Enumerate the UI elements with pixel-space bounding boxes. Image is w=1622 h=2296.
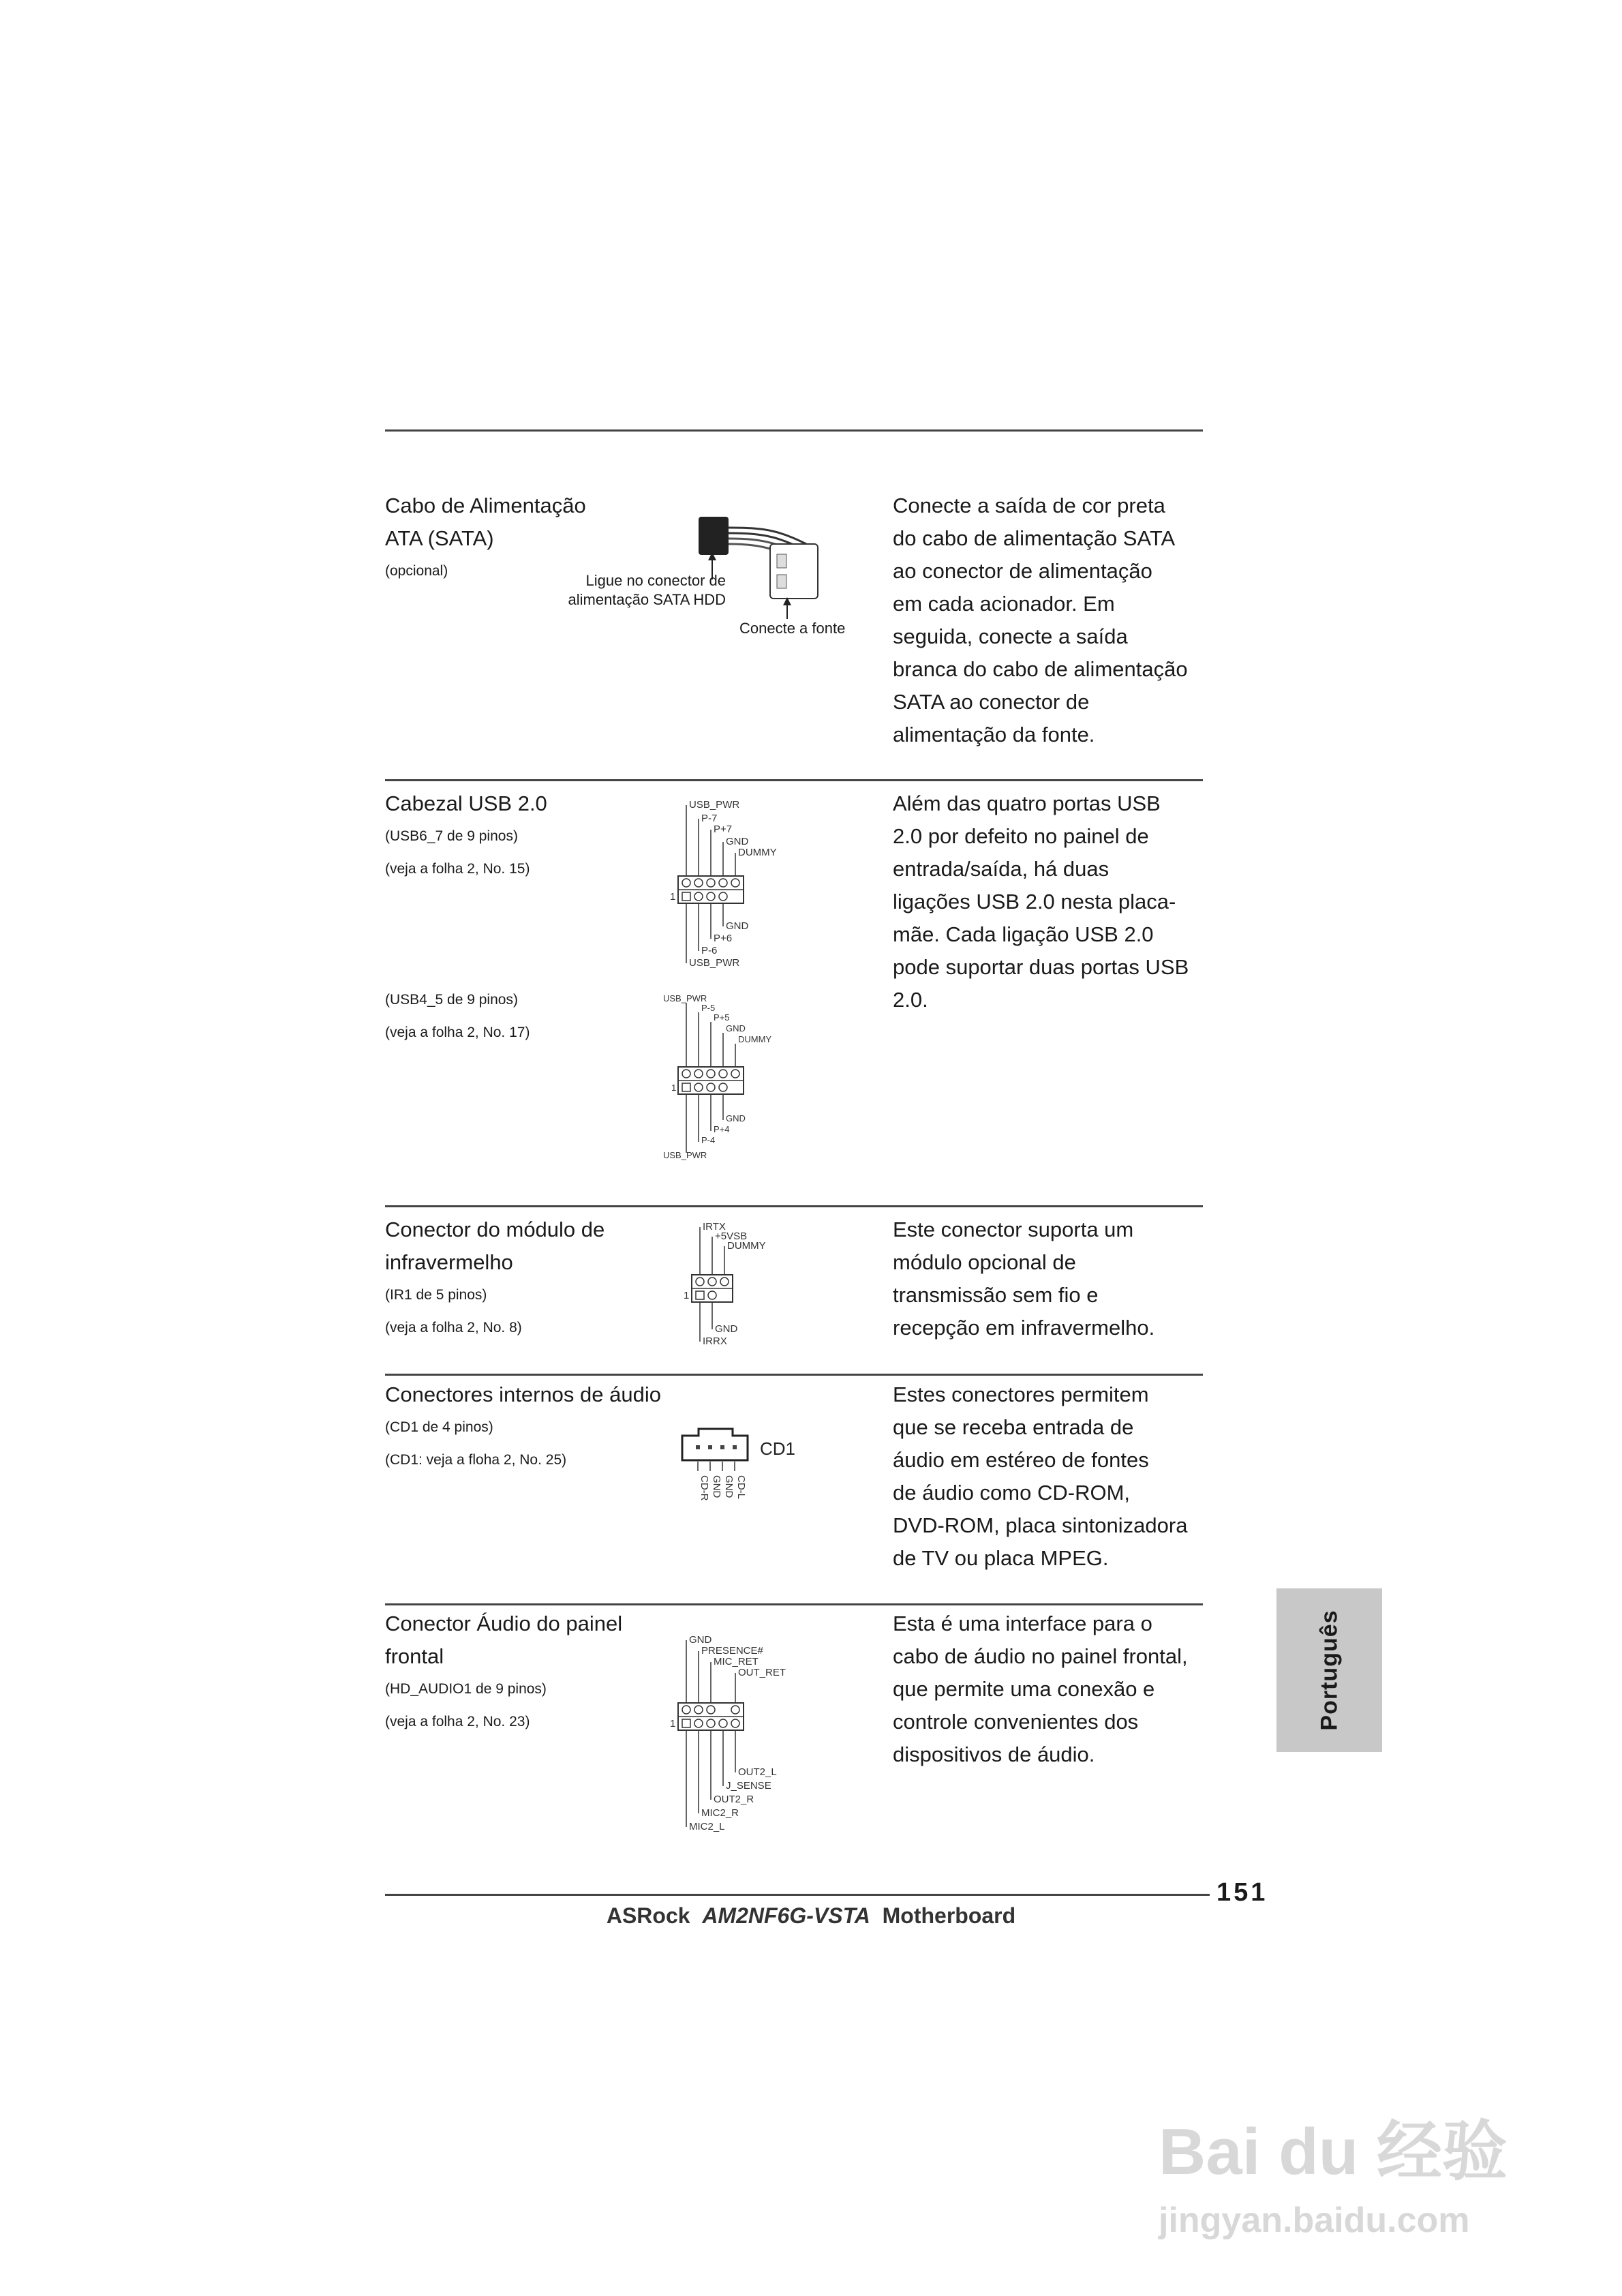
section-title: Cabo de Alimentação <box>385 494 586 517</box>
section-subtitle: (USB6_7 de 9 pinos) <box>385 828 518 844</box>
section-description: Este conector suporta um módulo opcional de transmissão sem fio e recepção em infravermelho. <box>893 1218 1155 1340</box>
section-usb-header <box>385 787 1203 1196</box>
section-divider <box>385 1374 1203 1376</box>
svg-text:CD-L: CD-L <box>735 1475 747 1500</box>
section-internal-audio <box>385 1378 1203 1590</box>
front-audio-header-diagram <box>658 1635 835 1832</box>
section-subtitle: (CD1: veja a floha 2, No. 25) <box>385 1452 567 1468</box>
top-rule <box>385 429 1203 432</box>
svg-text:MIC2_R: MIC2_R <box>701 1807 739 1819</box>
section-sata-power <box>385 489 1203 762</box>
watermark: Bai du 经验 jingyan.baidu.com <box>1159 2115 1508 2240</box>
svg-text:1: 1 <box>671 1083 677 1093</box>
section-subtitle: (CD1 de 4 pinos) <box>385 1419 493 1435</box>
connector-name: CD1 <box>760 1438 796 1459</box>
svg-text:OUT_RET: OUT_RET <box>738 1667 786 1678</box>
svg-text:DUMMY: DUMMY <box>738 1034 772 1044</box>
section-subtitle: (HD_AUDIO1 de 9 pinos) <box>385 1681 547 1697</box>
section-title: ATA (SATA) <box>385 526 494 550</box>
section-subtitle: (opcional) <box>385 563 448 579</box>
svg-text:P+7: P+7 <box>714 824 733 835</box>
svg-text:USB_PWR: USB_PWR <box>689 957 740 969</box>
section-subtitle: (veja a folha 2, No. 8) <box>385 1320 522 1335</box>
svg-text:GND: GND <box>726 836 749 847</box>
usb-header-diagram <box>658 992 821 1162</box>
svg-text:P-7: P-7 <box>701 813 718 824</box>
svg-text:GND: GND <box>726 920 749 932</box>
footer-title: ASRock AM2NF6G-VSTA Motherboard <box>606 1903 1016 1928</box>
svg-text:OUT2_L: OUT2_L <box>738 1766 777 1778</box>
figure-caption: Ligue no conector de alimentação SATA HDD <box>568 572 726 608</box>
section-description: Além das quatro portas USB 2.0 por defeito no painel de entrada/saída, há duas ligações USB 2.0 nesta placa- mãe. Cada ligação USB 2.0 pode suportar duas portas USB 2.0. <box>893 791 1189 1012</box>
section-description: Esta é uma interface para o cabo de áudio no painel frontal, que permite uma conexão e controle convenientes dos dispositivos de áudio. <box>893 1612 1188 1766</box>
svg-text:USB_PWR: USB_PWR <box>663 993 707 1003</box>
section-infrared <box>385 1213 1203 1363</box>
svg-text:P-4: P-4 <box>701 1135 716 1145</box>
svg-text:CD-R: CD-R <box>699 1475 710 1501</box>
svg-text:+5VSB: +5VSB <box>715 1230 748 1242</box>
section-description: Conecte a saída de cor preta do cabo de alimentação SATA ao conector de alimentação em cada acionador. Em seguida, conecte a saída branca do cabo de alimentação SATA ao conector de alimentação da fonte. <box>893 494 1188 746</box>
section-title: Cabezal USB 2.0 <box>385 791 547 815</box>
section-subtitle: (veja a folha 2, No. 17) <box>385 1025 530 1040</box>
svg-text:J_SENSE: J_SENSE <box>726 1780 771 1792</box>
svg-text:P+6: P+6 <box>714 933 733 944</box>
svg-text:1: 1 <box>670 891 676 903</box>
svg-text:GND: GND <box>715 1323 738 1335</box>
section-title: frontal <box>385 1644 444 1668</box>
svg-text:IRTX: IRTX <box>703 1221 726 1233</box>
section-title: Conectores internos de áudio <box>385 1383 661 1406</box>
section-description: Estes conectores permitem que se receba entrada de áudio em estéreo de fontes de áudio como CD-ROM, DVD-ROM, placa sintonizadora de TV ou placa MPEG. <box>893 1383 1188 1570</box>
section-divider <box>385 1205 1203 1207</box>
infrared-header-diagram <box>671 1220 808 1350</box>
molex-plug-icon <box>770 544 818 599</box>
svg-text:MIC2_L: MIC2_L <box>689 1821 725 1832</box>
section-front-audio <box>385 1607 1203 1839</box>
section-title: infravermelho <box>385 1250 513 1274</box>
section-title: Conector do módulo de <box>385 1218 605 1241</box>
usb-header-diagram <box>658 794 821 971</box>
svg-text:OUT2_R: OUT2_R <box>714 1794 754 1805</box>
section-subtitle: (veja a folha 2, No. 23) <box>385 1714 530 1729</box>
section-title: Conector Áudio do painel <box>385 1612 623 1635</box>
svg-text:MIC_RET: MIC_RET <box>714 1656 759 1667</box>
svg-text:GND: GND <box>723 1475 735 1498</box>
svg-text:PRESENCE#: PRESENCE# <box>701 1645 763 1657</box>
svg-text:P-6: P-6 <box>701 945 718 956</box>
svg-text:USB_PWR: USB_PWR <box>663 1150 707 1160</box>
sata-plug-icon <box>699 517 729 555</box>
footer-rule <box>385 1894 1210 1896</box>
figure-caption: Conecte a fonte <box>739 620 846 637</box>
svg-text:USB_PWR: USB_PWR <box>689 799 740 811</box>
svg-text:P-5: P-5 <box>701 1003 716 1013</box>
svg-text:P+5: P+5 <box>714 1012 730 1023</box>
svg-text:P+4: P+4 <box>714 1124 730 1134</box>
svg-text:GND: GND <box>711 1475 722 1498</box>
section-divider <box>385 779 1203 781</box>
svg-text:GND: GND <box>726 1113 746 1123</box>
svg-text:GND: GND <box>726 1023 746 1033</box>
section-divider <box>385 1603 1203 1605</box>
svg-text:1: 1 <box>670 1718 676 1729</box>
section-subtitle: (USB4_5 de 9 pinos) <box>385 992 518 1008</box>
cd-audio-connector-diagram <box>678 1426 842 1542</box>
section-subtitle: (IR1 de 5 pinos) <box>385 1287 487 1303</box>
section-subtitle: (veja a folha 2, No. 15) <box>385 861 530 877</box>
page-number: 151 <box>1216 1878 1268 1907</box>
svg-text:DUMMY: DUMMY <box>727 1240 766 1252</box>
svg-text:IRRX: IRRX <box>703 1335 727 1347</box>
svg-text:GND: GND <box>689 1635 712 1646</box>
svg-text:1: 1 <box>684 1290 690 1301</box>
language-tab: Português <box>1276 1588 1382 1752</box>
svg-text:DUMMY: DUMMY <box>738 847 777 858</box>
